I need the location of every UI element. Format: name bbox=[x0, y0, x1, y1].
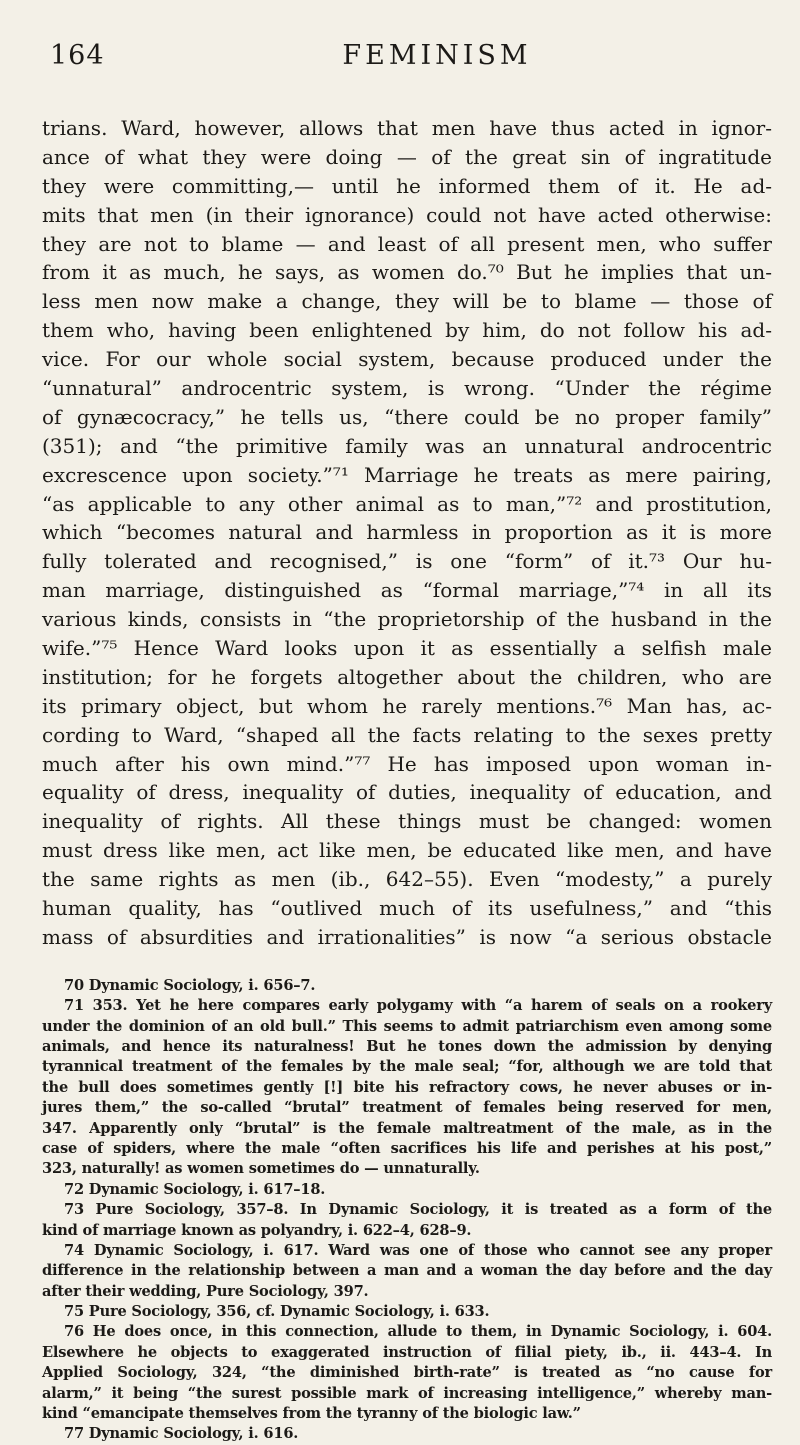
footnote-line: 347. Apparently only “brutal” is the female maltreatment of the male, as in the bbox=[42, 1119, 772, 1137]
running-head: FEMINISM bbox=[342, 40, 532, 71]
body-line: equality of dress, inequality of duties, inequality of education, and bbox=[42, 780, 772, 805]
body-line: “unnatural” androcentric system, is wrong. “Under the régime bbox=[42, 376, 772, 401]
body-line: excrescence upon society.”⁷¹ Marriage he treats as mere pairing, bbox=[42, 462, 772, 487]
body-line: they are not to blame — and least of all present men, who suffer bbox=[42, 231, 772, 256]
footnote-line: difference in the relationship between a man and a woman the day before and the day bbox=[42, 1262, 772, 1280]
book-page bbox=[42, 40, 772, 1443]
body-line: them who, having been enlightened by him, do not follow his ad- bbox=[42, 318, 772, 343]
body-line: of gynæcocracy,” he tells us, “there could be no proper family” bbox=[42, 404, 772, 429]
footnote-line: Applied Sociology, 324, “the diminished birth-rate” is treated as “no cause for bbox=[42, 1364, 772, 1382]
body-line: fully tolerated and recognised,” is one “form” of it.⁷³ Our hu- bbox=[42, 549, 772, 574]
body-line: “as applicable to any other animal as to man,”⁷² and prostitution, bbox=[42, 491, 772, 516]
body-line: ance of what they were doing — of the great sin of ingratitude bbox=[42, 144, 772, 169]
footnote-line: under the dominion of an old bull.” This seems to admit patriarchism even among some bbox=[42, 1017, 772, 1035]
body-line: vice. For our whole social system, because produced under the bbox=[42, 347, 772, 372]
body-line: institution; for he forgets altogether about the children, who are bbox=[42, 664, 772, 689]
footnote-line: 71 353. Yet he here compares early polygamy with “a harem of seals on a rookery bbox=[64, 997, 772, 1015]
footnote-line: 75 Pure Sociology, 356, cf. Dynamic Sociology, i. 633. bbox=[64, 1303, 490, 1321]
footnote-line: 323, naturally! as women sometimes do — unnaturally. bbox=[42, 1160, 480, 1178]
body-line: which “becomes natural and harmless in proportion as it is more bbox=[42, 520, 772, 545]
footnote-line: kind of marriage known as polyandry, i. 622–4, 628–9. bbox=[42, 1221, 472, 1239]
footnote-line: after their wedding, Pure Sociology, 397. bbox=[42, 1282, 369, 1300]
body-line: man marriage, distinguished as “formal marriage,”⁷⁴ in all its bbox=[42, 578, 772, 603]
body-line: they were committing,— until he informed them of it. He ad- bbox=[42, 173, 772, 198]
footnote-line: kind “emancipate themselves from the tyranny of the biologic law.” bbox=[42, 1405, 581, 1423]
footnote-line: 72 Dynamic Sociology, i. 617–18. bbox=[64, 1180, 326, 1198]
footnotes bbox=[42, 976, 772, 1445]
body-text bbox=[42, 114, 772, 952]
footnote-line: animals, and hence its naturalness! But he tones down the admission by denying bbox=[42, 1038, 772, 1055]
body-line: must dress like men, act like men, be educated like men, and have bbox=[42, 838, 772, 863]
footnote-line: case of spiders, where the male “often sacrifices his life and perishes at his post,” bbox=[42, 1139, 772, 1157]
page-header bbox=[42, 40, 772, 86]
footnote-line: tyrannical treatment of the females by the male seal; “for, although we are told that bbox=[42, 1058, 772, 1076]
footnote-line: 73 Pure Sociology, 357–8. In Dynamic Sociology, it is treated as a form of the bbox=[64, 1201, 772, 1219]
footnote-line: 76 He does once, in this connection, allude to them, in Dynamic Sociology, i. 604. bbox=[64, 1323, 772, 1341]
footnote-line: jures them,” the so-called “brutal” treatment of females being reserved for men, bbox=[42, 1099, 772, 1117]
body-line: trians. Ward, however, allows that men have thus acted in ignor- bbox=[42, 116, 772, 140]
body-line: (351); and “the primitive family was an unnatural androcentric bbox=[42, 433, 772, 458]
body-line: much after his own mind.”⁷⁷ He has imposed upon woman in- bbox=[42, 751, 772, 776]
body-line: various kinds, consists in “the proprietorship of the husband in the bbox=[42, 607, 772, 632]
body-line: less men now make a change, they will be to blame — those of bbox=[42, 289, 772, 314]
footnote-line: 74 Dynamic Sociology, i. 617. Ward was one of those who cannot see any proper bbox=[64, 1241, 772, 1259]
body-line: cording to Ward, “shaped all the facts relating to the sexes pretty bbox=[42, 722, 772, 747]
footnote-line: 77 Dynamic Sociology, i. 616. bbox=[64, 1425, 299, 1443]
footnote-line: Elsewhere he objects to exaggerated instruction of filial piety, ib., ii. 443–4. In bbox=[42, 1343, 772, 1361]
footnote-line: alarm,” it being “the surest possible mark of increasing intelligence,” whereby man- bbox=[42, 1384, 772, 1402]
footnote-line: 70 Dynamic Sociology, i. 656–7. bbox=[64, 976, 316, 994]
page-number: 164 bbox=[50, 40, 105, 71]
body-line: mits that men (in their ignorance) could not have acted otherwise: bbox=[42, 202, 772, 227]
body-line: mass of absurdities and irrationalities” is now “a serious obstacle bbox=[42, 924, 772, 949]
body-line: human quality, has “outlived much of its usefulness,” and “this bbox=[42, 896, 772, 921]
body-line: from it as much, he says, as women do.⁷⁰ But he implies that un- bbox=[42, 260, 772, 285]
body-line: the same rights as men (ib., 642–55). Even “modesty,” a purely bbox=[42, 867, 772, 892]
body-line: inequality of rights. All these things must be changed: women bbox=[42, 809, 772, 834]
footnote-line: the bull does sometimes gently [!] bite his refractory cows, he never abuses or in- bbox=[42, 1078, 772, 1096]
body-line: its primary object, but whom he rarely mentions.⁷⁶ Man has, ac- bbox=[42, 693, 772, 718]
body-line: wife.”⁷⁵ Hence Ward looks upon it as essentially a selfish male bbox=[42, 636, 772, 661]
